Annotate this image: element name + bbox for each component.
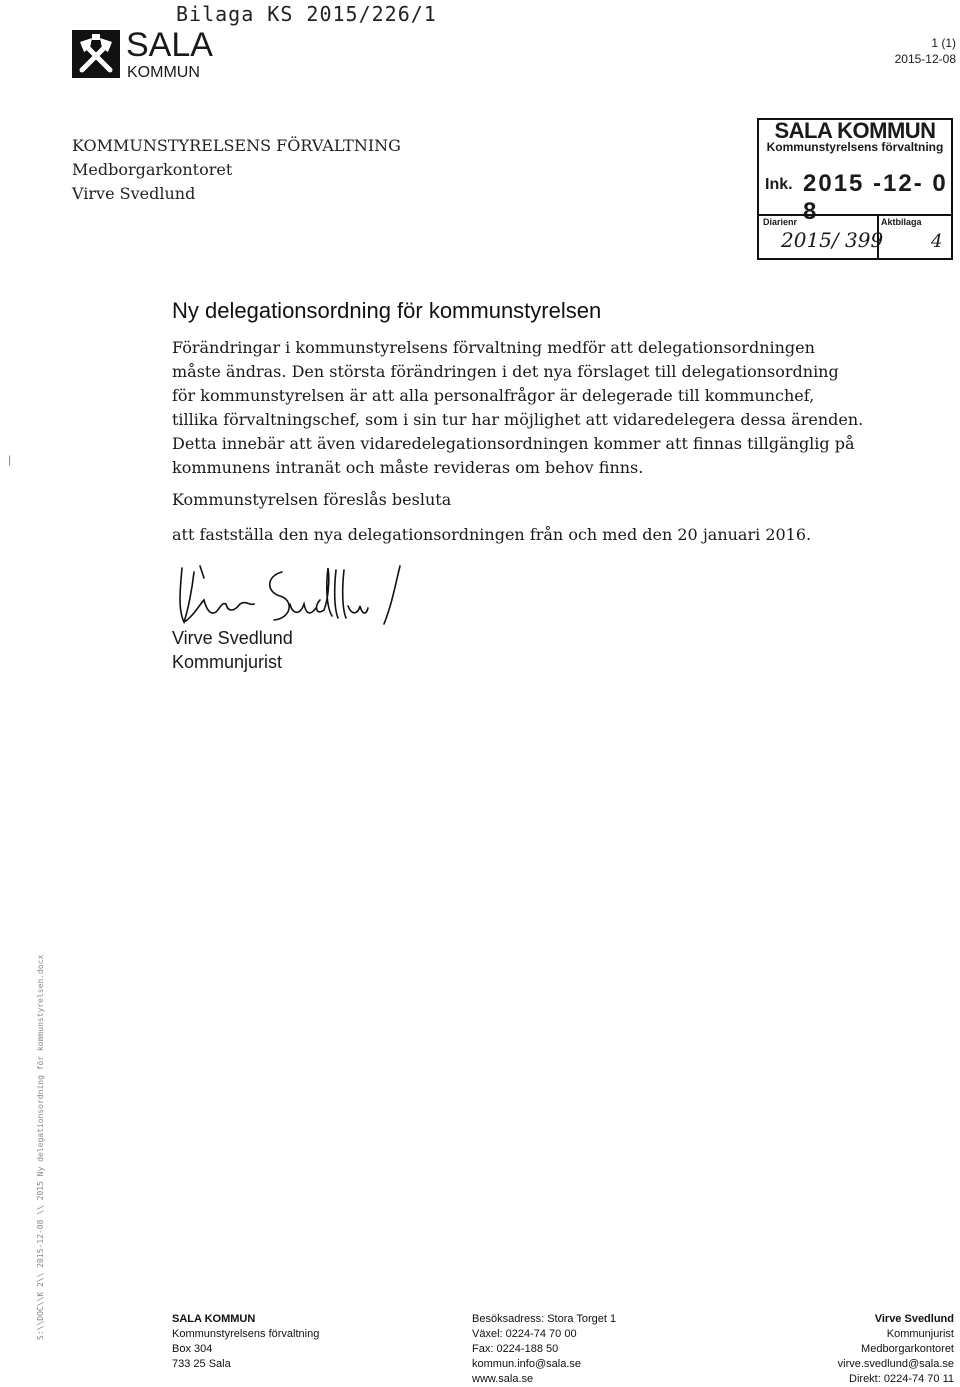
proposal-text: att fastställa den nya delegationsordningen från och med den 20 januari 2016. <box>172 525 812 544</box>
body-line: Förändringar i kommunstyrelsens förvaltning medför att delegationsordningen <box>172 338 815 357</box>
handwritten-signature <box>170 560 450 634</box>
footer-person-title: Kommunjurist <box>886 1328 954 1340</box>
proposal-intro: Kommunstyrelsen föreslås besluta <box>172 490 452 509</box>
sender-org: KOMMUNSTYRELSENS FÖRVALTNING <box>72 136 401 155</box>
crossed-hammers-icon <box>72 30 120 78</box>
footer-person-name: Virve Svedlund <box>874 1313 954 1325</box>
footer-person-email: virve.svedlund@sala.se <box>837 1358 954 1370</box>
footer-contact <box>472 1312 616 1387</box>
footer-website: www.sala.se <box>472 1373 534 1385</box>
footer-person <box>838 1312 954 1387</box>
footer-person-phone: Direkt: 0224-74 70 11 <box>849 1373 954 1385</box>
stamp-dnr-value: 2015/ 399 <box>781 228 884 252</box>
stamp-dnr-label: Diarienr <box>763 217 798 227</box>
stamp-received-date: 2015 -12- 0 8 <box>803 170 948 225</box>
footer-org-name: SALA KOMMUN <box>172 1313 256 1325</box>
footer-fax: Fax: 0224-188 50 <box>472 1343 559 1355</box>
footer-org-postal: 733 25 Sala <box>172 1358 231 1370</box>
stamp-akt-value: 4 <box>931 231 943 252</box>
sender-unit: Medborgarkontoret <box>72 160 233 179</box>
stamp-received-label: Ink. <box>765 176 793 193</box>
body-line: för kommunstyrelsen är att alla personalfrågor är delegerade till kommunchef, <box>172 386 815 405</box>
stamp-org: SALA KOMMUN <box>774 118 936 143</box>
footer-switchboard: Växel: 0224-74 70 00 <box>472 1328 577 1340</box>
municipality-logo <box>72 26 262 86</box>
stamp-divider <box>759 214 951 216</box>
body-text <box>172 336 892 480</box>
attachment-label: Bilaga KS 2015/226/1 <box>176 2 437 26</box>
logo-name: SALA <box>126 26 213 64</box>
footer-org-dept: Kommunstyrelsens förvaltning <box>172 1328 320 1340</box>
signatory-name: Virve Svedlund <box>172 628 293 648</box>
footer-org-box: Box 304 <box>172 1343 213 1355</box>
margin-file-path: S:\\DOC\\K 2\\ 2015-12-08 \\ 2015 Ny delegationsordning för kommunstyrelsen.docx <box>36 954 45 1340</box>
footer-org <box>172 1312 319 1372</box>
footer-person-unit: Medborgarkontoret <box>861 1343 954 1355</box>
body-line: Detta innebär att även vidaredelegationsordningen kommer att finnas tillgänglig på <box>172 434 855 453</box>
document-date: 2015-12-08 <box>894 52 956 66</box>
received-stamp <box>757 118 953 260</box>
margin-tick: | <box>8 455 12 466</box>
body-line: tillika förvaltningschef, som i sin tur har möjlighet att vidaredelegera dessa ärenden. <box>172 410 864 429</box>
page-number: 1 (1) <box>931 36 956 50</box>
sender-person: Virve Svedlund <box>72 184 196 203</box>
stamp-dept: Kommunstyrelsens förvaltning <box>766 140 944 154</box>
body-line: måste ändras. Den största förändringen i det nya förslaget till delegationsordning <box>172 362 839 381</box>
body-line: kommunens intranät och måste revideras om behov finns. <box>172 458 644 477</box>
stamp-akt-label: Aktbilaga <box>881 217 922 227</box>
footer-email: kommun.info@sala.se <box>472 1358 581 1370</box>
sender-block <box>72 134 401 206</box>
footer-visit-address: Besöksadress: Stora Torget 1 <box>472 1313 617 1325</box>
logo-subtitle: KOMMUN <box>127 64 200 81</box>
document-title: Ny delegationsordning för kommunstyrelsen <box>172 298 602 323</box>
signatory-title: Kommunjurist <box>172 652 283 672</box>
